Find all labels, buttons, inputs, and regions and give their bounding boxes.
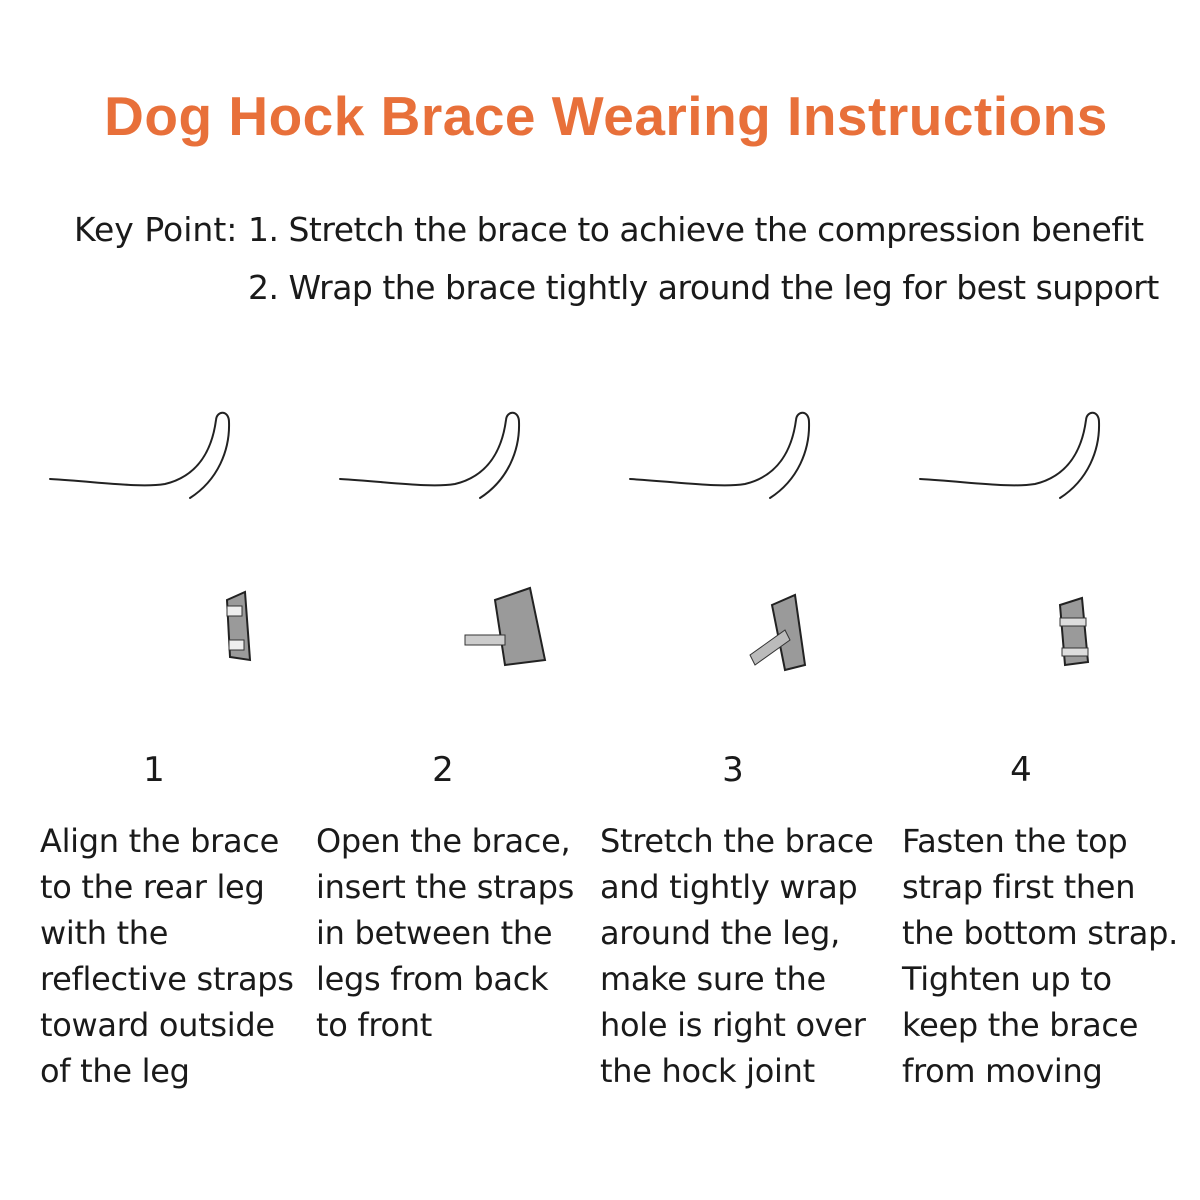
step-3-illustration [620,400,880,700]
key-point-2: 2. Wrap the brace tightly around the leg for best support [248,268,1159,307]
step-1-number: 1 [143,750,165,790]
step-1-illustration [40,400,300,700]
dog-leg-drawing [50,413,229,498]
brace-icon [750,595,805,670]
key-point-label: Key Point: [74,210,238,249]
step-2-text: Open the brace, insert the straps in between the legs from back to front [316,822,574,1044]
brace-icon [465,588,545,665]
dog-leg-drawing [920,413,1099,498]
step-2-number: 2 [432,750,454,790]
step-4-number: 4 [1010,750,1032,790]
page-title: Dog Hock Brace Wearing Instructions [104,85,1108,147]
brace-icon [1060,598,1088,665]
step-3-text: Stretch the brace and tightly wrap around the leg, make sure the hole is right over the hock joint [600,822,874,1090]
step-3-number: 3 [722,750,744,790]
step-2-illustration [330,400,590,700]
key-point-1: 1. Stretch the brace to achieve the compression benefit [248,210,1144,249]
step-4-illustration [910,400,1170,700]
brace-icon [227,592,250,660]
dog-leg-drawing [340,413,519,498]
dog-leg-drawing [630,413,809,498]
step-1-text: Align the brace to the rear leg with the reflective straps toward outside of the leg [40,822,294,1090]
step-4-text: Fasten the top strap first then the bottom strap. Tighten up to keep the brace from moving [902,822,1178,1090]
